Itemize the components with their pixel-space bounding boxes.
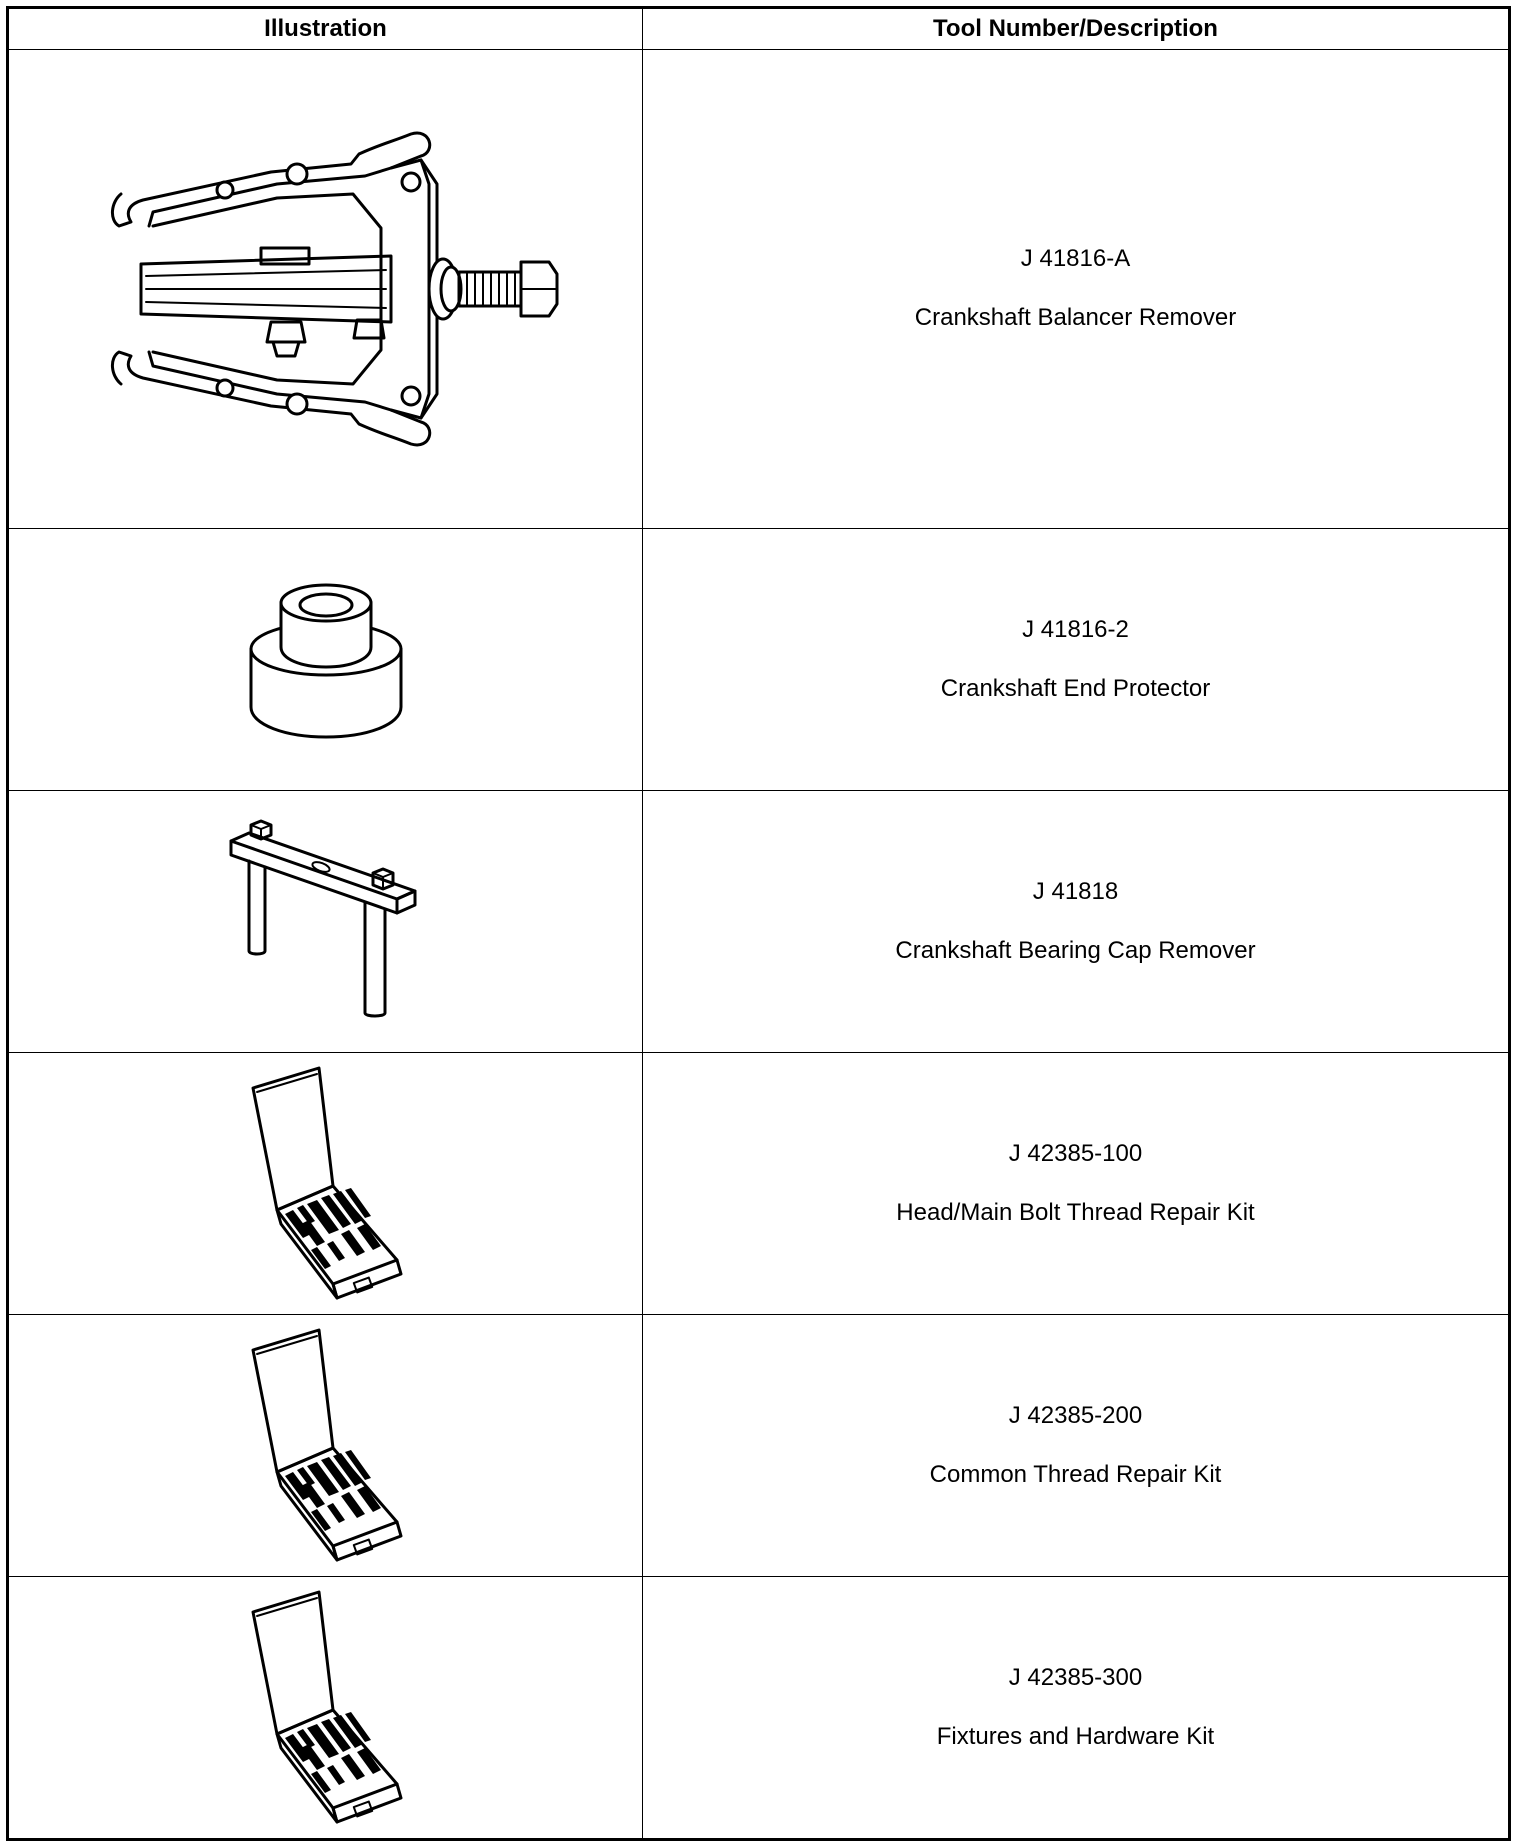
tool-number: J 42385-200 [1008,1401,1143,1429]
thread-repair-kit-icon [241,1064,411,1304]
tool-number: J 42385-300 [1008,1663,1143,1691]
illustration-cell [8,1315,643,1577]
tool-description: Fixtures and Hardware Kit [936,1722,1215,1750]
thread-repair-kit-icon [241,1588,411,1828]
description-cell [643,529,1510,791]
tool-description: Head/Main Bolt Thread Repair Kit [896,1198,1255,1226]
table-header-row [8,8,1510,50]
description-cell [643,1053,1510,1315]
description-cell [643,1315,1510,1577]
tool-description: Crankshaft Bearing Cap Remover [895,936,1256,964]
table-row [8,529,1510,791]
tool-number: J 41818 [1032,877,1119,905]
description-cell [643,1577,1510,1840]
illustration-cell [8,1577,643,1840]
description-cell [643,50,1510,529]
special-tools-table [6,6,1511,1841]
thread-repair-kit-icon [241,1326,411,1566]
illustration-column-header: Illustration [8,8,643,50]
illustration-cell [8,1053,643,1315]
tool-description: Crankshaft Balancer Remover [914,304,1237,331]
table-row [8,1053,1510,1315]
tool-number: J 42385-100 [1008,1139,1143,1167]
illustration-cell [8,791,643,1053]
tool-column-header: Tool Number/Description [643,8,1510,50]
tool-number: J 41816-A [1020,245,1131,273]
tool-number: J 41816-2 [1022,615,1129,643]
illustration-cell [8,529,643,791]
tool-description: Common Thread Repair Kit [929,1460,1222,1488]
table-row [8,1315,1510,1577]
table-row [8,791,1510,1053]
illustration-cell [8,50,643,529]
table-row [8,50,1510,529]
tool-description: Crankshaft End Protector [940,674,1211,702]
end-protector-icon [241,575,411,745]
table-row [8,1577,1510,1840]
puller-icon [91,124,561,454]
description-cell [643,791,1510,1053]
bearing-cap-remover-icon [221,817,431,1027]
